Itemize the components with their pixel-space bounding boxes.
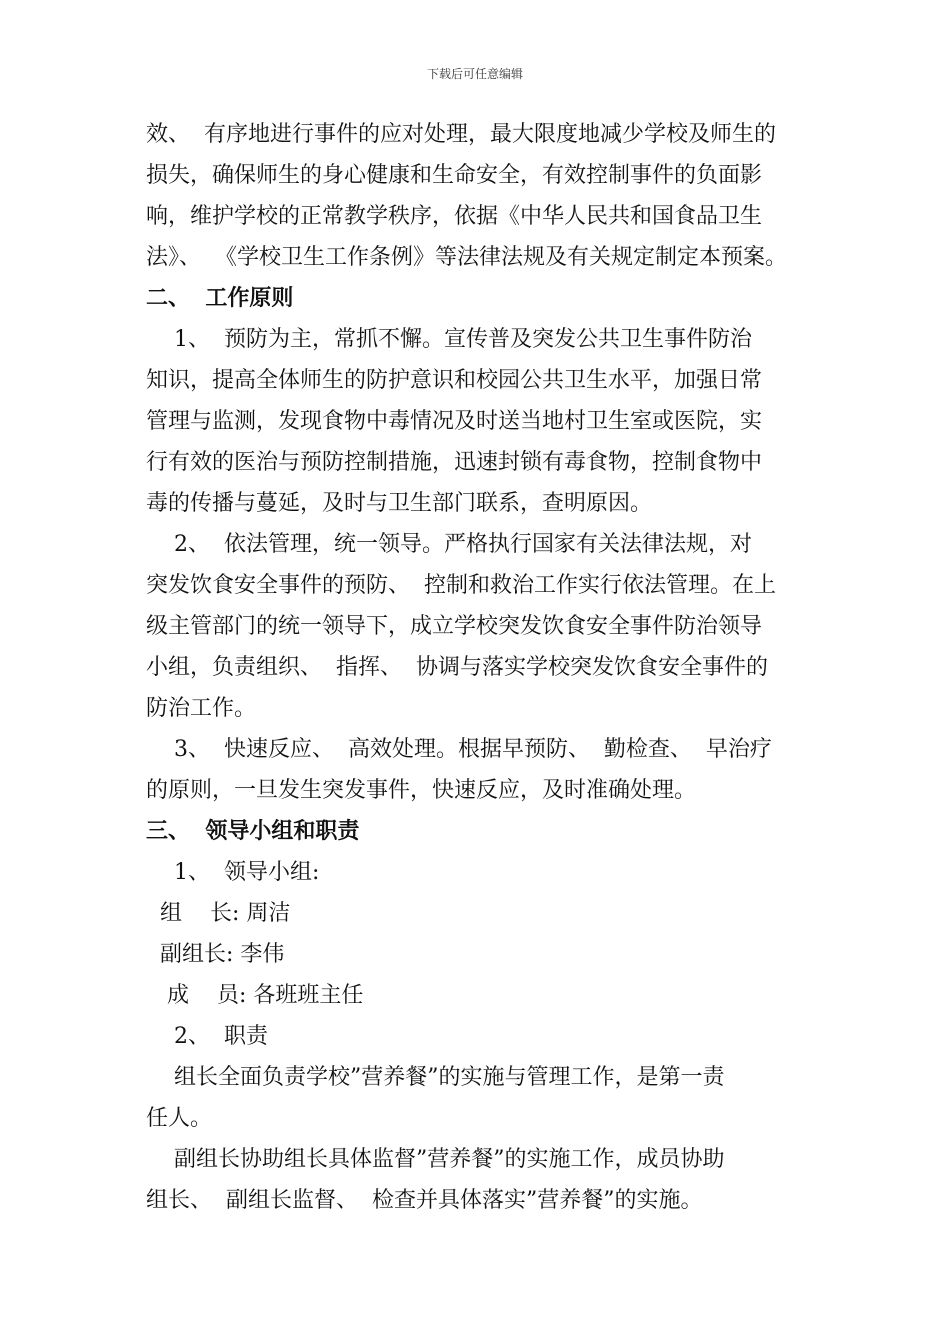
body-line: 任人。 [146, 1106, 213, 1131]
body-line: 行有效的医治与预防控制措施，迅速封锁有毒食物，控制食物中 [146, 450, 763, 475]
body-line: 效、 有序地进行事件的应对处理，最大限度地减少学校及师生的 [146, 122, 776, 147]
body-line: 知识，提高全体师生的防护意识和校园公共卫生水平，加强日常 [146, 368, 763, 393]
body-line: 突发饮食安全事件的预防、 控制和救治工作实行依法管理。在上 [146, 573, 776, 598]
body-line: 1、 领导小组: [146, 860, 320, 885]
body-line: 2、 依法管理，统一领导。严格执行国家有关法律法规，对 [146, 532, 752, 557]
body-line: 组长全面负责学校”营养餐”的实施与管理工作，是第一责 [146, 1065, 725, 1090]
body-line: 3、 快速反应、 高效处理。根据早预防、 勤检查、 早治疗 [146, 737, 772, 762]
body-line: 组长、 副组长监督、 检查并具体落实”营养餐”的实施。 [146, 1188, 703, 1213]
section-heading: 二、 工作原则 [146, 286, 294, 311]
body-line: 成 员: 各班班主任 [146, 983, 364, 1008]
body-line: 的原则，一旦发生突发事件，快速反应，及时准确处理。 [146, 778, 697, 803]
body-line: 防治工作。 [146, 696, 257, 721]
body-line: 级主管部门的统一领导下，成立学校突发饮食安全事件防治领导 [146, 614, 763, 639]
body-line: 管理与监测，发现食物中毒情况及时送当地村卫生室或医院，实 [146, 409, 763, 434]
body-line: 损失，确保师生的身心健康和生命安全，有效控制事件的负面影 [146, 163, 763, 188]
body-line: 副组长: 李伟 [146, 942, 285, 967]
body-line: 小组，负责组织、 指挥、 协调与落实学校突发饮食安全事件的 [146, 655, 768, 680]
body-line: 响，维护学校的正常教学秩序，依据《中华人民共和国食品卫生 [146, 204, 763, 229]
body-line: 2、 职责 [146, 1024, 268, 1049]
section-heading: 三、 领导小组和职责 [146, 819, 360, 844]
body-line: 组 长: 周洁 [146, 901, 291, 926]
page-header: 下载后可任意编辑 [426, 67, 523, 81]
body-line: 1、 预防为主，常抓不懈。宣传普及突发公共卫生事件防治 [146, 327, 752, 352]
body-line: 副组长协助组长具体监督”营养餐”的实施工作，成员协助 [146, 1147, 725, 1172]
body-line: 法》、 《学校卫生工作条例》等法律法规及有关规定制定本预案。 [146, 245, 787, 270]
body-line: 毒的传播与蔓延，及时与卫生部门联系，查明原因。 [146, 491, 653, 516]
